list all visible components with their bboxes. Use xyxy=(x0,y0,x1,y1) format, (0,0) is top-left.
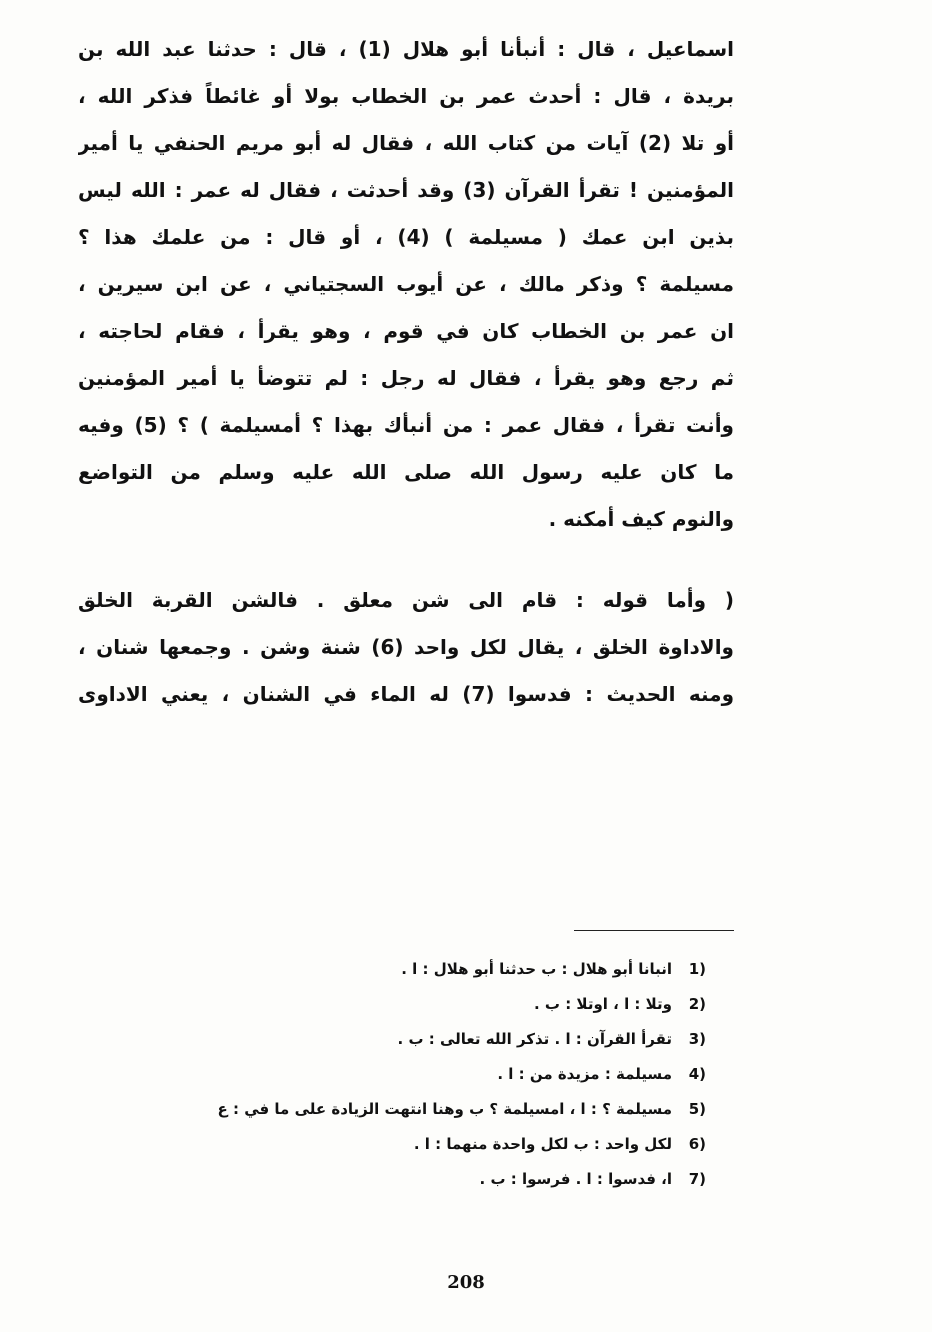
footnote-text: مسيلمة : مزيدة من : ا . xyxy=(497,1065,672,1083)
footnote-number: (5 xyxy=(688,1100,706,1118)
footnote-text: لكل واحد : ب لكل واحدة منهما : ا . xyxy=(413,1135,672,1153)
footnote-number: (2 xyxy=(688,995,706,1013)
footnote-item xyxy=(110,1057,706,1092)
footnote-number: (6 xyxy=(688,1135,706,1153)
footnote-item xyxy=(110,1162,706,1197)
text-line: ( وأما قوله : قام الى شن معلق . فالشن القربة الخلق xyxy=(78,588,734,612)
footnote-divider xyxy=(574,930,734,931)
text-line: وأنت تقرأ ، فقال عمر : من أنبأك بهذا ؟ أمسيلمة ) ؟ (5) وفيه xyxy=(78,413,734,437)
main-text xyxy=(78,26,734,718)
text-line: بريدة ، قال : أحدث عمر بن الخطاب بولا أو غائطاً فذكر الله ، xyxy=(78,84,734,108)
footnote-number: (1 xyxy=(688,960,706,978)
text-line: مسيلمة ؟ وذكر مالك ، عن أيوب السجتياني ، عن ابن سيرين ، xyxy=(78,272,734,296)
paragraph-gap xyxy=(78,543,734,577)
footnote-number: (7 xyxy=(688,1170,706,1188)
footnote-text: انبانا أبو هلال : ب حدثنا أبو هلال : ا . xyxy=(401,960,672,978)
footnote-text: تقرأ القرآن : ا . تذكر الله تعالى : ب . xyxy=(397,1030,672,1048)
footnote-text: وتلا : ا ، اوتلا : ب . xyxy=(534,995,672,1013)
footnote-item xyxy=(110,1127,706,1162)
text-line: اسماعيل ، قال : أنبأنا أبو هلال (1) ، قال : حدثنا عبد الله بن xyxy=(78,37,734,61)
text-line: ومنه الحديث : فدسوا (7) له الماء في الشنان ، يعني الاداوى xyxy=(78,682,734,706)
footnote-item xyxy=(110,1092,706,1127)
text-line: أو تلا (2) آيات من كتاب الله ، فقال له أبو مريم الحنفي يا أمير xyxy=(78,131,734,155)
text-line: والاداوة الخلق ، يقال لكل واحد (6) شنة وشن . وجمعها شنان ، xyxy=(78,635,734,659)
text-line: المؤمنين ! تقرأ القرآن (3) وقد أحدثت ، فقال له عمر : الله ليس xyxy=(78,178,734,202)
footnote-number: (4 xyxy=(688,1065,706,1083)
text-line: ما كان عليه رسول الله صلى الله عليه وسلم من التواضع xyxy=(78,460,734,484)
footnote-text: مسيلمة ؟ : ا ، امسيلمة ؟ ب وهنا انتهت الزيادة على ما في : ع xyxy=(217,1100,672,1118)
text-line: ثم رجع وهو يقرأ ، فقال له رجل : لم تتوضأ يا أمير المؤمنين xyxy=(78,366,734,390)
footnote-number: (3 xyxy=(688,1030,706,1048)
footnote-item xyxy=(110,952,706,987)
footnote-item xyxy=(110,1022,706,1057)
footnote-text: ا، فدسوا : ا . فرسوا : ب . xyxy=(479,1170,672,1188)
footnotes xyxy=(110,952,706,1197)
text-line: والنوم كيف أمكنه . xyxy=(548,507,734,531)
page-number: 208 xyxy=(447,1272,485,1293)
text-line: ان عمر بن الخطاب كان في قوم ، وهو يقرأ ، فقام لحاجته ، xyxy=(78,319,734,343)
footnote-item xyxy=(110,987,706,1022)
text-line: بذين ابن عمك ( مسيلمة ) (4) ، أو قال : من علمك هذا ؟ xyxy=(78,225,734,249)
